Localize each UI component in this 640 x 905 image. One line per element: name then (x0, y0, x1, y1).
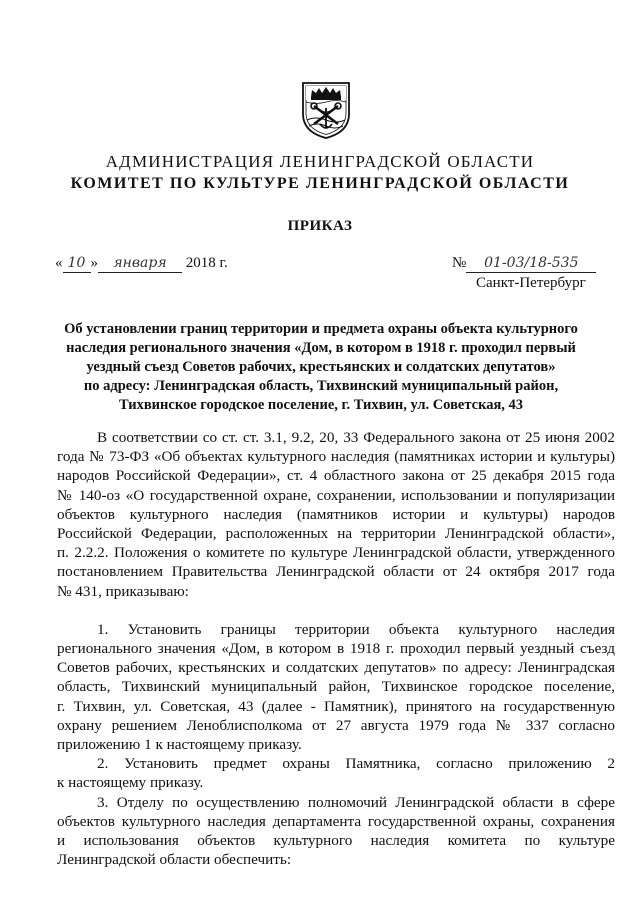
text-line: регионального значения «Дом, в котором в 1918 г. проходил первый уездный съезд (57, 640, 615, 658)
date-close-quote: » (90, 255, 98, 271)
order-item-3 (57, 793, 615, 870)
document-type-title: ПРИКАЗ (287, 218, 353, 234)
text-line: Ленинградской области обеспечить: (57, 851, 292, 869)
text-line: № 431, приказываю: (57, 582, 189, 600)
number-prefix: № (452, 255, 467, 271)
order-item-2 (57, 754, 615, 792)
date-open-quote: « (55, 255, 63, 271)
number-value: 01-03/18-535 (466, 254, 596, 273)
text-line: В соответствии со ст. ст. 3.1, 9.2, 20, 33 Федерального закона от 25 июня 2002 (97, 429, 615, 446)
subject-line: наследия регионального значения «Дом, в котором в 1918 г. проходил первый (66, 340, 576, 356)
date-year: 2018 г. (185, 255, 228, 271)
order-number (452, 254, 596, 273)
coat-of-arms-icon (300, 80, 352, 140)
text-line: охрану решением Леноблисполкома от 27 августа 1979 года № 337 согласно (57, 716, 615, 734)
text-line: постановлением Правительства Ленинградской области от 24 октября 2017 года (57, 563, 615, 581)
order-item-1 (57, 620, 615, 754)
text-line: и использования объектов культурного наследия комитета по культуре (57, 832, 615, 850)
text-line: 3. Отделу по осуществлению полномочий Ленинградской области в сфере (97, 793, 615, 811)
text-line: п. 2.2.2. Положения о комитете по культуре Ленинградской области, утвержденного (57, 544, 615, 562)
text-line: область, Тихвинский муниципальный район, Тихвинское городское поселение, (57, 678, 615, 696)
text-line: Советов рабочих, крестьянских и солдатских депутатов» по адресу: Ленинградская (57, 659, 615, 677)
text-line: объектов культурного наследия департамента государственной охраны, сохранения (57, 812, 615, 830)
subject-line: Об установлении границ территории и предмета охраны объекта культурного (64, 321, 578, 337)
text-line: к настоящему приказу. (57, 774, 204, 792)
text-line: приложению 1 к настоящему приказу. (57, 736, 302, 754)
text-line: № 140-оз «О государственной охране, сохранении, использовании и популяризации (57, 486, 615, 504)
text-line: Российской Федерации, расположенных на территории Ленинградской области», (57, 525, 615, 543)
preamble-paragraph (57, 428, 615, 601)
order-body (57, 428, 615, 869)
text-line: 1. Установить границы территории объекта культурного наследия (97, 620, 615, 638)
text-line: года № 73-ФЗ «Об объектах культурного наследия (памятниках истории и культуры) (57, 448, 615, 466)
text-line: 2. Установить предмет охраны Памятника, согласно приложению 2 (97, 755, 615, 773)
city-name: Санкт-Петербург (476, 275, 586, 291)
order-date (55, 254, 228, 273)
date-day: 10 (63, 254, 91, 273)
text-line: объектов культурного наследия (памятников истории и культуры) народов (57, 505, 615, 523)
text-line: народов Российской Федерации», ст. 4 областного закона от 25 декабря 2015 года (57, 467, 615, 485)
subject-line: уездный съезд Советов рабочих, крестьянских и солдатских депутатов» (86, 359, 556, 375)
administration-title: АДМИНИСТРАЦИЯ ЛЕНИНГРАДСКОЙ ОБЛАСТИ (105, 152, 535, 171)
order-subject (40, 320, 602, 415)
committee-title: КОМИТЕТ ПО КУЛЬТУРЕ ЛЕНИНГРАДСКОЙ ОБЛАСТИ (70, 175, 570, 192)
subject-line: по адресу: Ленинградская область, Тихвинский муниципальный район, (83, 378, 559, 394)
subject-line: Тихвинское городское поселение, г. Тихвин, ул. Советская, 43 (118, 397, 524, 413)
text-line: г. Тихвин, ул. Советская, 43 (далее - Памятник), принятого на государственную (57, 697, 615, 715)
date-month: января (98, 254, 182, 273)
